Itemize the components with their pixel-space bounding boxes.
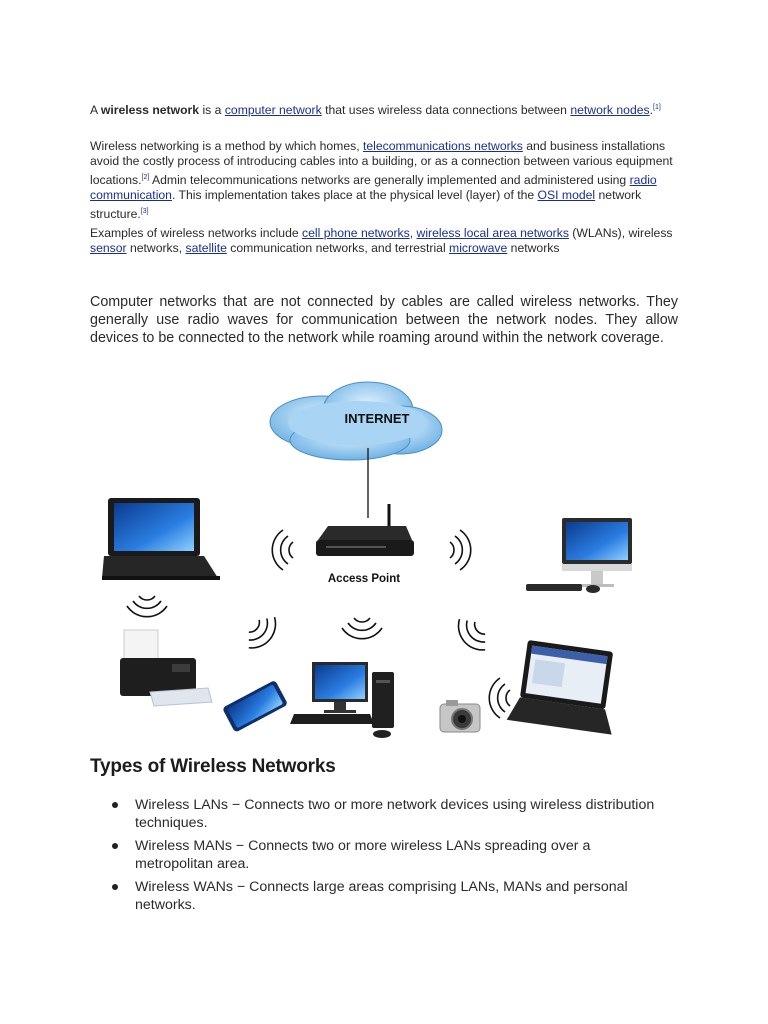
- text: is a: [199, 103, 225, 118]
- text: Examples of wireless networks include: [90, 226, 303, 240]
- reference-link[interactable]: [1]: [653, 104, 661, 111]
- wireless-network-diagram: [90, 378, 680, 744]
- text: Admin telecommunications networks are generally implemented and administered using: [149, 172, 630, 187]
- list-item-text: Wireless WANs − Connects large areas comprising LANs, MANs and personal networks.: [135, 879, 628, 913]
- text: . This implementation takes place at the physical level (layer) of the: [171, 188, 538, 203]
- link-sensor[interactable]: sensor: [90, 241, 127, 256]
- link-microwave[interactable]: microwave: [449, 241, 508, 256]
- text: .: [649, 103, 654, 118]
- body-paragraph: Computer networks that are not connected by cables are called wireless networks. They generally use radio waves for communication between the network nodes. They allow devices to be connected to the network while roaming around within the network coverage.: [90, 294, 678, 347]
- bullet-icon: [112, 843, 118, 849]
- bullet-icon: [112, 884, 118, 890]
- term-bold: wireless network: [100, 103, 200, 118]
- list-item-text: Wireless LANs − Connects two or more network devices using wireless distribution techniques.: [135, 797, 655, 831]
- wifi-wave-icon: [272, 530, 293, 570]
- text: (WLANs), wireless: [568, 226, 673, 240]
- text: network structure.: [90, 188, 642, 221]
- reference-link[interactable]: [2]: [141, 173, 150, 181]
- intro-paragraph-examples: [90, 226, 680, 257]
- wifi-wave-icon: [450, 530, 471, 570]
- laptop-icon: [507, 639, 623, 735]
- access-point-router-icon: [316, 504, 414, 585]
- link-wireless-lans[interactable]: wireless local area networks: [416, 226, 569, 240]
- desktop-all-in-one-icon: [526, 518, 632, 593]
- text: ,: [409, 226, 417, 240]
- wifi-wave-icon: [342, 618, 382, 639]
- intro-paragraph-method: [90, 139, 680, 222]
- laptop-icon: [102, 498, 220, 580]
- list-item-text: Wireless MANs − Connects two or more wireless LANs spreading over a metropolitan area.: [135, 838, 591, 872]
- list-item: [110, 796, 670, 832]
- list-item: [110, 837, 670, 873]
- text: networks,: [126, 241, 186, 256]
- smartphone-icon: [222, 680, 288, 733]
- desktop-pc-icon: [290, 662, 394, 738]
- wifi-wave-icon: [489, 678, 510, 718]
- text: A: [90, 103, 101, 118]
- access-point-label: Access Point: [327, 573, 401, 585]
- section-heading-types: Types of Wireless Networks: [90, 756, 336, 777]
- list-item: [110, 878, 670, 914]
- link-osi-model[interactable]: OSI model: [537, 188, 596, 203]
- text: and business installations avoid the costly process of introducing cables into a building, or as a connection between various equipment locations.: [90, 139, 673, 187]
- reference-link[interactable]: [3]: [140, 207, 149, 215]
- camera-icon: [440, 700, 480, 732]
- link-telecommunications-networks[interactable]: telecommunications networks: [362, 139, 523, 153]
- text: networks: [507, 241, 560, 256]
- link-satellite[interactable]: satellite: [185, 241, 227, 256]
- link-computer-network[interactable]: computer network: [224, 103, 322, 118]
- text: communication networks, and terrestrial: [226, 241, 450, 256]
- link-cell-phone-networks[interactable]: cell phone networks: [302, 226, 410, 240]
- wifi-wave-icon: [241, 611, 283, 655]
- wifi-wave-icon: [451, 613, 493, 657]
- wifi-wave-icon: [127, 596, 167, 617]
- cloud-label: INTERNET: [344, 411, 410, 426]
- link-network-nodes[interactable]: network nodes: [570, 103, 650, 118]
- text: that uses wireless data connections between: [321, 103, 571, 118]
- intro-paragraph-definition: [90, 100, 680, 118]
- text: Wireless networking is a method by which homes,: [90, 139, 363, 153]
- bullet-icon: [112, 802, 118, 808]
- types-list: [110, 796, 670, 919]
- printer-icon: [120, 630, 212, 706]
- link-radio-communication[interactable]: radio communication: [90, 172, 657, 203]
- internet-cloud-icon: [270, 382, 442, 460]
